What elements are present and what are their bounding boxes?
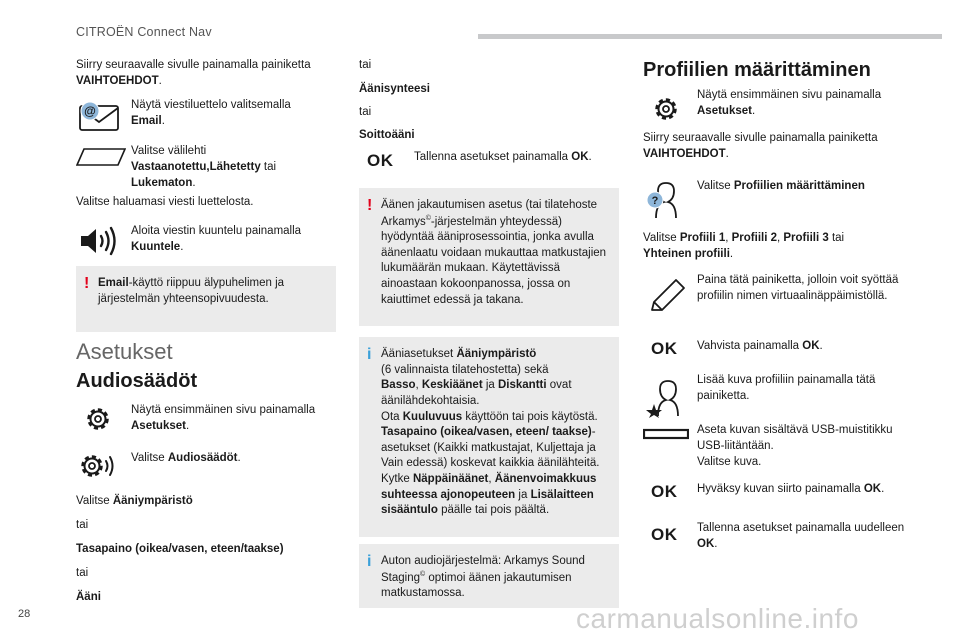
text: tai <box>828 232 845 244</box>
text: Siirry seuraavalle sivulle painamalla painiketta <box>76 59 311 71</box>
text: Näytä ensimmäinen sivu painamalla <box>131 404 316 416</box>
warning-exclamation-icon: ! <box>367 197 373 214</box>
pen-icon <box>648 278 688 314</box>
ok-label: OK <box>571 151 589 163</box>
text: , <box>415 379 422 392</box>
ok-label: OK <box>802 340 820 352</box>
options-label: VAIHTOEHDOT <box>643 147 726 160</box>
text: Valitse <box>131 452 168 464</box>
ambience-label: Ääniympäristö <box>112 495 193 507</box>
watermark: carmanualsonline.info <box>576 603 859 634</box>
text: . <box>729 247 734 260</box>
profile-1-label: Profiili 1 <box>679 232 726 244</box>
tabs-instruction <box>131 144 341 192</box>
text: -asetukset (Kaikki matkustajat, Kuljettaja ja Vain edessä) koskevat kaikkia äänilähteitä. <box>381 426 600 470</box>
ok-button-icon: OK <box>367 151 394 170</box>
text: käyttöön tai pois käytöstä. <box>462 410 598 423</box>
warning-exclamation-icon: ! <box>84 275 90 292</box>
text: -järjestelmän yhteydessä) hyödyntää ääniprosessointia, jonka avulla äänenlaatu voidaan mukauttaa matkustajien lukumäärän mukaan. Käytettävissä ainoastaan kokoonpanossa, jossa on kaiuttimet edessä ja takana. <box>381 215 607 306</box>
info-icon: i <box>367 553 372 570</box>
gear-icon <box>84 405 112 433</box>
unread-label: Lukematon <box>131 176 193 189</box>
email-icon <box>76 98 122 132</box>
text: Ota <box>381 410 403 423</box>
ok-button-icon: OK <box>651 482 678 501</box>
options-label: VAIHTOEHDOT <box>76 74 159 87</box>
speaker-icon <box>78 225 120 257</box>
email-label: Email <box>98 277 129 289</box>
select-profiles-instruction <box>697 179 912 195</box>
or-text: tai <box>76 567 89 579</box>
text: Siirry seuraavalle sivulle painamalla painiketta <box>643 132 878 144</box>
listen-instruction <box>131 224 341 256</box>
text: . <box>192 176 196 189</box>
profiles-label: Profiilien määrittäminen <box>733 180 865 192</box>
save-again-instruction <box>697 521 912 553</box>
profile-3-label: Profiili 3 <box>783 232 829 244</box>
text: . <box>751 104 756 117</box>
aux-input-label: Lisälaitteen sisääntulo <box>381 488 594 517</box>
text: . <box>725 147 729 160</box>
common-profile-label: Yhteinen profiili <box>643 247 730 260</box>
info-icon: i <box>367 346 372 363</box>
settings-label: Asetukset <box>131 419 186 432</box>
text: Valitse kuva. <box>697 455 762 468</box>
insert-usb-instruction <box>697 423 912 471</box>
text: -käyttö riippuu älypuhelimen ja järjestelmän yhteensopivuudesta. <box>98 277 285 305</box>
text: Hyväksy kuvan siirto painamalla <box>697 483 864 495</box>
text: , <box>725 232 732 244</box>
copyright-mark: © <box>425 214 431 222</box>
section-title-settings: Asetukset <box>76 339 173 364</box>
bass-label: Basso <box>381 379 416 392</box>
enter-profile-name-instruction: Paina tätä painiketta, jolloin voit syöttää profiilin nimen virtuaalinäppäimistöllä. <box>697 274 899 302</box>
text: Äänen jakautumisen asetus (tai tilatehoste Arkamys <box>381 199 598 228</box>
accept-photo-instruction <box>697 482 912 498</box>
sound-label: Ääni <box>76 591 101 603</box>
audio-settings-icon <box>78 450 118 482</box>
text: Tallenna asetukset painamalla uudelleen <box>697 522 905 534</box>
text: . <box>819 340 823 352</box>
show-settings-instruction <box>131 403 341 435</box>
text: Valitse <box>697 180 734 192</box>
section-title-audio: Audiosäädöt <box>76 370 198 392</box>
or-text: tai <box>359 59 372 71</box>
header-divider-bar <box>478 34 942 39</box>
text: Ääniasetukset <box>381 348 457 360</box>
tabs-label: Vastaanotettu,Lähetetty <box>131 160 261 173</box>
profile-photo-icon <box>646 376 688 418</box>
text: Näytä viestiluettelo valitsemalla <box>131 99 291 111</box>
profile-question-icon <box>646 178 686 220</box>
text: Auton audiojärjestelmä: Arkamys Sound Staging <box>381 555 585 584</box>
svg-text:?: ? <box>651 195 659 207</box>
section-title-profiles: Profiilien määrittäminen <box>643 59 871 81</box>
balance-label: Tasapaino (oikea/vasen, eteen/taakse) <box>76 543 284 555</box>
arkamys-info-note <box>359 544 619 608</box>
text: ovat äänilähdekohtaisia. <box>381 379 572 407</box>
text: . <box>161 114 165 127</box>
text: tai <box>260 160 277 173</box>
confirm-instruction <box>697 339 912 355</box>
choose-profile-text <box>643 231 913 263</box>
select-audio-instruction <box>131 451 341 467</box>
voice-synthesis-label: Äänisynteesi <box>359 83 430 95</box>
audio-label: Audiosäädöt <box>167 452 238 464</box>
next-page-instruction <box>76 58 344 90</box>
text: . <box>714 537 718 550</box>
text: . <box>158 74 162 87</box>
usb-stick-icon <box>643 428 689 440</box>
text: Kytke <box>381 473 413 485</box>
text: . <box>588 151 592 163</box>
text: Näytä ensimmäinen sivu painamalla <box>697 89 882 101</box>
text: . <box>185 419 190 432</box>
gear-icon <box>652 95 680 123</box>
ok-button-icon: OK <box>651 339 678 358</box>
next-page-instruction <box>643 131 913 163</box>
speed-volume-label: Äänenvoimakkuus suhteessa ajonopeuteen <box>381 473 597 501</box>
text: . <box>180 240 184 253</box>
email-instruction <box>131 98 341 130</box>
treble-label: Diskantti <box>498 379 547 392</box>
text: Tallenna asetukset painamalla <box>414 151 572 163</box>
text: Valitse <box>643 232 680 244</box>
show-settings-instruction <box>697 88 912 120</box>
email-label: Email <box>131 114 162 127</box>
or-text: tai <box>359 106 372 118</box>
profile-2-label: Profiili 2 <box>731 232 777 244</box>
text: , <box>777 232 784 244</box>
text: Aseta kuvan sisältävä USB-muistitikku USB-liitäntään. <box>697 424 893 452</box>
email-compatibility-warning <box>76 266 336 332</box>
choose-message-text: Valitse haluamasi viesti luettelosta. <box>76 196 254 208</box>
tab-bar-icon <box>76 146 126 166</box>
svg-text:@: @ <box>84 104 96 118</box>
text: Valitse <box>76 495 113 507</box>
text: (6 valinnaista tilatehostetta) sekä <box>381 363 549 376</box>
text: ja <box>515 488 531 501</box>
text: ja <box>482 379 498 392</box>
mid-label: Keskiäänet <box>421 379 483 392</box>
ok-button-icon: OK <box>651 525 678 544</box>
ok-label: OK <box>863 483 882 495</box>
add-photo-instruction: Lisää kuva profiiliin painamalla tätä painiketta. <box>697 374 876 402</box>
ringtone-label: Soittoääni <box>359 129 415 141</box>
text: , <box>488 473 495 485</box>
select-ambience-text <box>76 494 193 510</box>
text: päälle tai pois päältä. <box>437 504 550 517</box>
text: Vahvista painamalla <box>697 340 803 352</box>
audio-settings-info-note <box>359 337 619 537</box>
settings-label: Asetukset <box>697 104 752 117</box>
ok-label: OK <box>697 537 715 550</box>
text: Aloita viestin kuuntelu painamalla <box>131 225 302 237</box>
loudness-label: Kuuluvuus <box>402 410 463 423</box>
sound-distribution-warning <box>359 188 619 326</box>
save-settings-instruction <box>414 150 614 166</box>
page-number: 28 <box>18 608 31 620</box>
listen-label: Kuuntele <box>131 240 181 253</box>
balance-label: Tasapaino (oikea/vasen, eteen/ taakse) <box>381 426 592 439</box>
text: optimoi äänen jakautumisen matkustamossa. <box>381 571 572 600</box>
copyright-mark: © <box>420 570 426 578</box>
or-text: tai <box>76 519 89 531</box>
text: . <box>237 452 241 464</box>
manual-header-title: CITROËN Connect Nav <box>76 25 212 39</box>
text: . <box>881 483 885 495</box>
text: Valitse välilehti <box>131 145 207 157</box>
key-sounds-label: Näppäinäänet <box>412 473 489 485</box>
ambience-label: Ääniympäristö <box>456 348 537 360</box>
